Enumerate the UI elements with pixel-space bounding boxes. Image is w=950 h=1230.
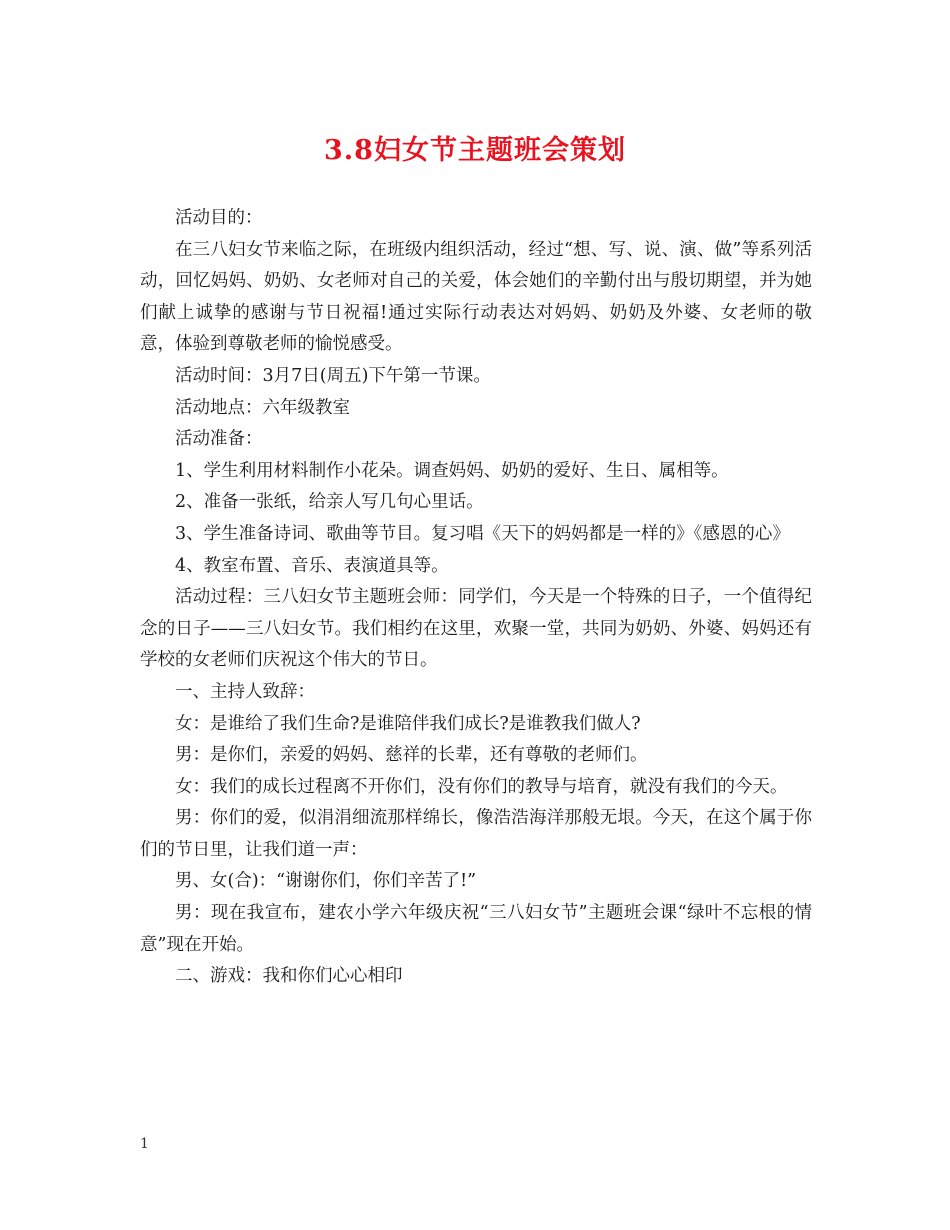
paragraph: 男：现在我宣布，建农小学六年级庆祝“三八妇女节”主题班会课“绿叶不忘根的情意”现在开始。	[140, 903, 812, 955]
paragraph: 4、教室布置、音乐、表演道具等。	[175, 555, 449, 576]
paragraph: 女：是谁给了我们生命?是谁陪伴我们成长?是谁教我们做人?	[175, 713, 641, 734]
paragraph: 活动过程：三八妇女节主题班会师：同学们，今天是一个特殊的日子，一个值得纪念的日子——三八妇女节。我们相约在这里，欢聚一堂，共同为奶奶、外婆、妈妈还有学校的女老师们庆祝这个伟大的节日。	[140, 587, 812, 671]
paragraph: 在三八妇女节来临之际，在班级内组织活动，经过“想、写、说、演、做”等系列活动，回忆妈妈、奶奶、女老师对自己的关爱，体会她们的辛勤付出与殷切期望，并为她们献上诚挚的感谢与节日祝福!通过实际行动表达对妈妈、奶奶及外婆、女老师的敬意，体验到尊敬老师的愉悦感受。	[140, 239, 812, 355]
paragraph: 活动目的：	[175, 208, 263, 228]
paragraph: 3、学生准备诗词、歌曲等节目。复习唱《天下的妈妈都是一样的》《感恩的心》	[175, 523, 790, 544]
paragraph: 女：我们的成长过程离不开你们，没有你们的教导与培育，就没有我们的今天。	[175, 776, 788, 797]
paragraph: 2、准备一张纸，给亲人写几句心里话。	[175, 492, 484, 513]
paragraph: 男：你们的爱，似涓涓细流那样绵长，像浩浩海洋那般无垠。今天，在这个属于你们的节日里，让我们道一声：	[140, 808, 812, 860]
paragraph: 二、游戏：我和你们心心相印	[175, 966, 403, 987]
paragraph: 男、女(合)：“谢谢你们，你们辛苦了!”	[175, 871, 477, 892]
paragraph: 活动时间：3月7日(周五)下午第一节课。	[175, 365, 491, 386]
document-title: 3.8妇女节主题班会策划	[324, 135, 626, 166]
document-body	[140, 203, 812, 993]
paragraph: 1、学生利用材料制作小花朵。调查妈妈、奶奶的爱好、生日、属相等。	[175, 460, 729, 481]
page-number: 1	[140, 1136, 149, 1152]
paragraph: 活动准备：	[175, 429, 263, 450]
paragraph: 活动地点：六年级教室	[175, 397, 350, 418]
paragraph: 男：是你们，亲爱的妈妈、慈祥的长辈，还有尊敬的老师们。	[175, 745, 648, 766]
paragraph: 一、主持人致辞：	[175, 681, 315, 702]
